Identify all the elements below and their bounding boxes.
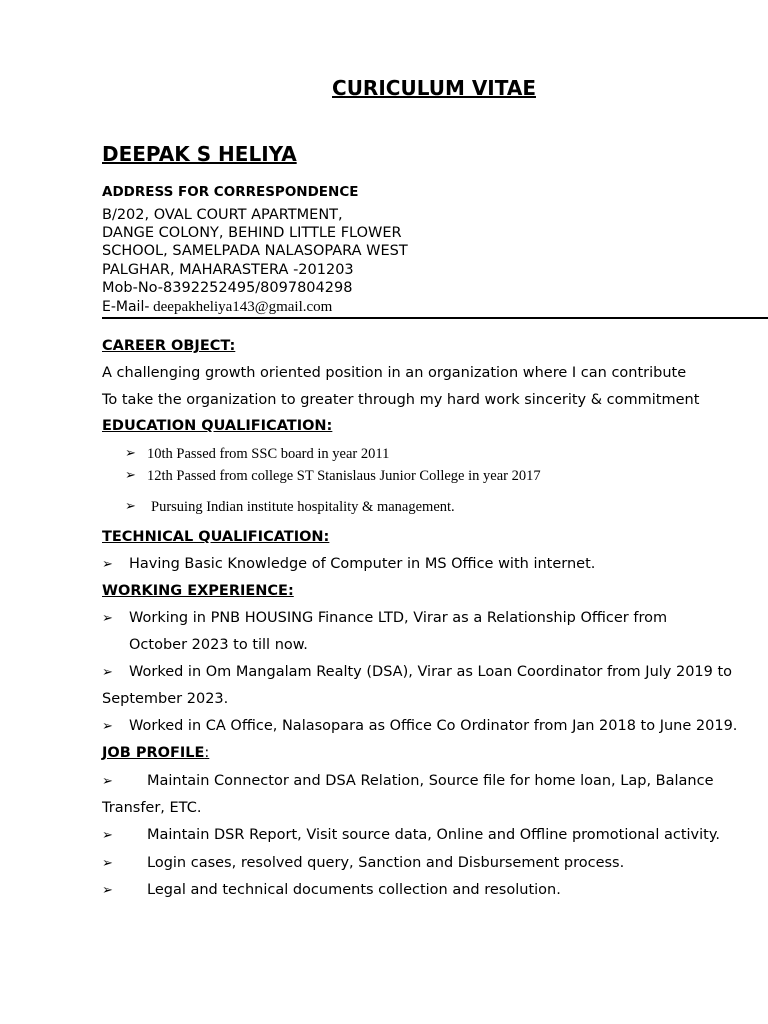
arrowhead-bullet-icon: ➢	[102, 774, 113, 789]
experience-item-continued: September 2023.	[102, 691, 229, 707]
job-profile-heading	[102, 745, 209, 761]
address-line: SCHOOL, SAMELPADA NALASOPARA WEST	[102, 243, 408, 259]
candidate-name: DEEPAK S HELIYA	[102, 142, 297, 166]
job-profile-item-continued: Transfer, ETC.	[102, 800, 202, 816]
arrowhead-bullet-icon: ➢	[102, 828, 113, 843]
job-profile-heading-text: JOB PROFILE	[102, 745, 205, 761]
career-line: A challenging growth oriented position in an organization where I can contribute	[102, 365, 687, 381]
email-address[interactable]: deepakheliya143@gmail.com	[149, 299, 333, 315]
education-heading: EDUCATION QUALIFICATION:	[102, 418, 333, 434]
education-item: 10th Passed from SSC board in year 2011	[147, 446, 390, 462]
arrowhead-bullet-icon: ➢	[102, 719, 113, 734]
address-line: DANGE COLONY, BEHIND LITTLE FLOWER	[102, 225, 402, 241]
job-profile-item: Legal and technical documents collection and resolution.	[147, 882, 561, 898]
career-heading: CAREER OBJECT:	[102, 338, 236, 354]
email-label: E-Mail-	[102, 299, 150, 315]
technical-heading: TECHNICAL QUALIFICATION:	[102, 529, 330, 545]
arrowhead-bullet-icon: ➢	[125, 468, 136, 483]
experience-item-continued: October 2023 to till now.	[129, 637, 308, 653]
arrowhead-bullet-icon: ➢	[125, 446, 136, 461]
document-title: CURICULUM VITAE	[332, 76, 536, 100]
arrowhead-bullet-icon: ➢	[102, 883, 113, 898]
email-line	[102, 299, 332, 316]
experience-item: Working in PNB HOUSING Finance LTD, Virar as a Relationship Officer from	[129, 610, 668, 626]
job-profile-item: Maintain DSR Report, Visit source data, Online and Offline promotional activity.	[147, 827, 720, 843]
address-heading: ADDRESS FOR CORRESPONDENCE	[102, 184, 359, 200]
job-profile-heading-colon: :	[204, 745, 210, 761]
arrowhead-bullet-icon: ➢	[102, 665, 113, 680]
career-line: To take the organization to greater through my hard work sincerity & commitment	[102, 392, 700, 408]
address-line: B/202, OVAL COURT APARTMENT,	[102, 207, 343, 223]
arrowhead-bullet-icon: ➢	[125, 499, 136, 514]
job-profile-item: Login cases, resolved query, Sanction and Disbursement process.	[147, 855, 625, 871]
arrowhead-bullet-icon: ➢	[102, 856, 113, 871]
job-profile-item: Maintain Connector and DSA Relation, Source file for home loan, Lap, Balance	[147, 773, 714, 789]
address-line: PALGHAR, MAHARASTERA -201203	[102, 262, 354, 278]
header-divider	[102, 317, 768, 319]
experience-item: Worked in Om Mangalam Realty (DSA), Virar as Loan Coordinator from July 2019 to	[129, 664, 733, 680]
arrowhead-bullet-icon: ➢	[102, 557, 113, 572]
mobile-number: Mob-No-8392252495/8097804298	[102, 280, 353, 296]
education-item: 12th Passed from college ST Stanislaus Junior College in year 2017	[147, 468, 541, 484]
education-item: Pursuing Indian institute hospitality & management.	[151, 499, 455, 515]
experience-heading: WORKING EXPERIENCE:	[102, 583, 294, 599]
experience-item: Worked in CA Office, Nalasopara as Office Co Ordinator from Jan 2018 to June 2019.	[129, 718, 738, 734]
arrowhead-bullet-icon: ➢	[102, 611, 113, 626]
technical-item: Having Basic Knowledge of Computer in MS Office with internet.	[129, 556, 596, 572]
